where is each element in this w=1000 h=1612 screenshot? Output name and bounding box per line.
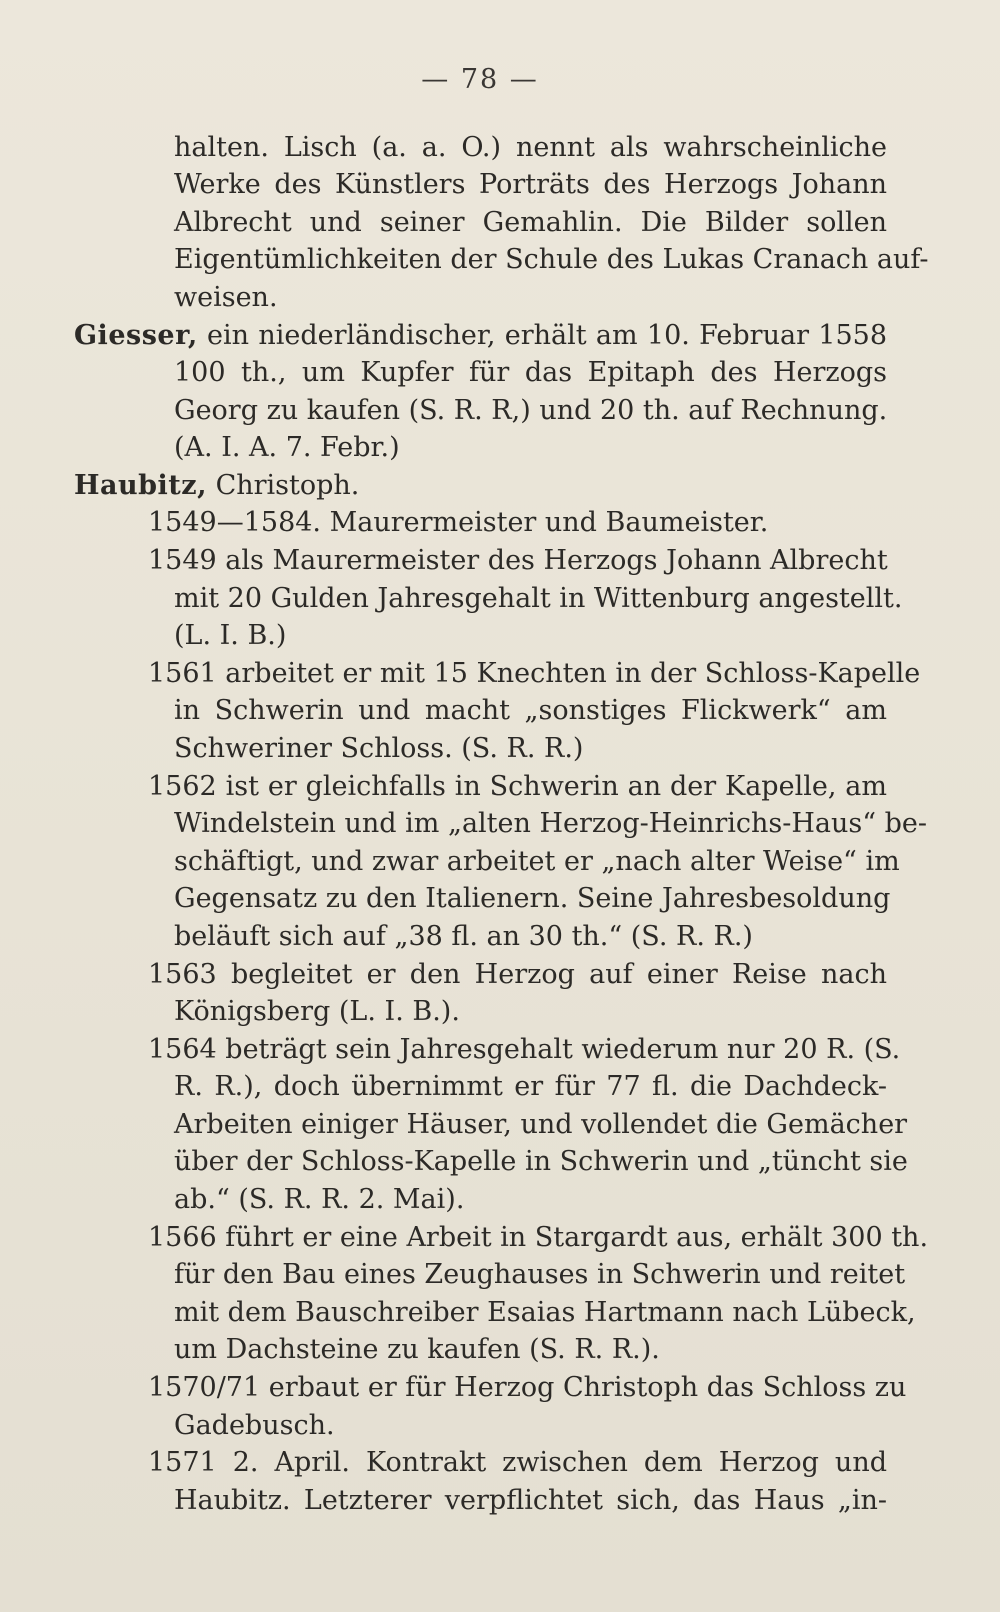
entry-keyword: Giesser, <box>74 320 198 351</box>
text-line: Georg zu kaufen (S. R. R,) und 20 th. auf Rechnung. <box>174 395 888 426</box>
text-line: 1549—1584. Maurermeister und Baumeister. <box>148 507 769 538</box>
text-line: Haubitz. Letzterer verpflichtet sich, das Haus „in- <box>174 1485 887 1516</box>
text-line: 1562 ist er gleichfalls in Schwerin an der Kapelle, am <box>148 771 887 802</box>
text-line: beläuft sich auf „38 fl. an 30 th.“ (S. R. R.) <box>174 921 753 952</box>
text-line: weisen. <box>174 282 278 313</box>
entry-heading-text: Christoph. <box>215 470 360 501</box>
text-line: Gadebusch. <box>174 1410 335 1441</box>
entry-heading-haubitz <box>74 467 359 505</box>
text-line: mit dem Bauschreiber Esaias Hartmann nach Lübeck, <box>174 1297 916 1328</box>
text-line: 1564 beträgt sein Jahresgehalt wiederum nur 20 R. (S. <box>148 1034 901 1065</box>
text-line: 100 th., um Kupfer für das Epitaph des Herzogs <box>174 357 887 388</box>
text-line: ab.“ (S. R. R. 2. Mai). <box>174 1184 465 1215</box>
entry-keyword: Haubitz, <box>74 470 207 501</box>
text-line: (A. I. A. 7. Febr.) <box>174 432 400 463</box>
text-line: 1566 führt er eine Arbeit in Stargardt aus, erhält 300 th. <box>148 1222 929 1253</box>
text-line: Werke des Künstlers Porträts des Herzogs Johann <box>174 169 887 200</box>
text-line: 1571 2. April. Kontrakt zwischen dem Herzog und <box>148 1447 887 1478</box>
text-line: für den Bau eines Zeughauses in Schwerin und reitet <box>174 1259 906 1290</box>
text-line: Eigentümlichkeiten der Schule des Lukas Cranach auf- <box>174 244 929 275</box>
entry-heading-text: ein niederländischer, erhält am 10. Februar 1558 <box>207 320 887 351</box>
text-line: mit 20 Gulden Jahresgehalt in Wittenburg angestellt. <box>174 583 903 614</box>
text-line: Gegensatz zu den Italienern. Seine Jahresbesoldung <box>174 883 891 914</box>
text-line: in Schwerin und macht „sonstiges Flickwerk“ am <box>174 695 887 726</box>
text-line: Königsberg (L. I. B.). <box>174 996 460 1027</box>
text-line: schäftigt, und zwar arbeitet er „nach alter Weise“ im <box>174 846 900 877</box>
text-line: R. R.), doch übernimmt er für 77 fl. die Dachdeck- <box>174 1071 887 1102</box>
text-line: (L. I. B.) <box>174 620 287 651</box>
text-line: 1561 arbeitet er mit 15 Knechten in der Schloss-Kapelle <box>148 658 921 689</box>
text-line: um Dachsteine zu kaufen (S. R. R.). <box>174 1334 660 1365</box>
text-line: über der Schloss-Kapelle in Schwerin und „tüncht sie <box>174 1146 908 1177</box>
entry-heading-giesser <box>74 317 887 355</box>
text-line: Windelstein und im „alten Herzog-Heinrichs-Haus“ be- <box>174 808 928 839</box>
text-line: Schweriner Schloss. (S. R. R.) <box>174 733 584 764</box>
text-line: halten. Lisch (a. a. O.) nennt als wahrscheinliche <box>174 132 887 163</box>
page-number: — 78 — <box>421 64 539 95</box>
text-line: Albrecht und seiner Gemahlin. Die Bilder sollen <box>174 207 887 238</box>
text-line: 1563 begleitet er den Herzog auf einer Reise nach <box>148 959 887 990</box>
text-line: 1570/71 erbaut er für Herzog Christoph das Schloss zu <box>148 1372 907 1403</box>
text-line: 1549 als Maurermeister des Herzogs Johann Albrecht <box>148 545 888 576</box>
text-line: Arbeiten einiger Häuser, und vollendet die Gemächer <box>174 1109 908 1140</box>
